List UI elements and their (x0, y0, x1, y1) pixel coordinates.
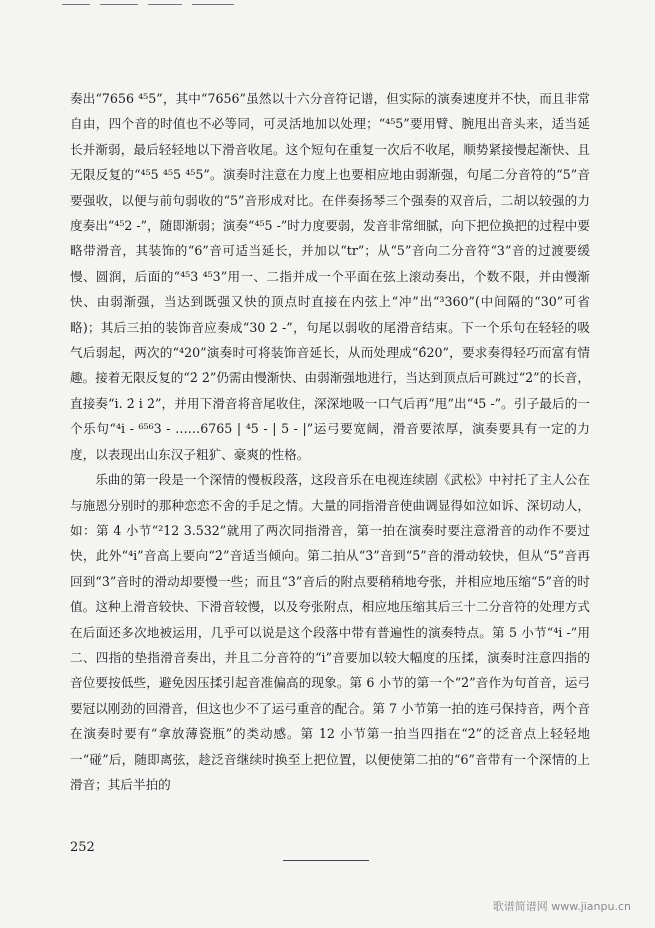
text-line: 符的“i”音要加以较大幅度的压揉，演奏时注意四指的音位要按低些，避免因压揉引起音 (70, 649, 591, 691)
text-line: 点，相应地压缩其后三十二分音符的处理方式在后面还多次地被运用，几乎可以说是这个段 (70, 599, 591, 640)
text-line: 人，如：第 4 小节“²12 3.532”就用了两次同指滑音，第一拍在演奏时要注意滑音 (70, 497, 591, 538)
text-line: 后再“甩”出“⁴5 -”。引子最后的一个乐句“⁴i - ⁶⁵⁶3 - ……6765 | ⁴5 - | 5 - |” (70, 395, 590, 437)
text-line: 强，句尾二分音符的“5”音要强收，以便与前句弱收的“5”音形成对比。在伴奏扬琴三 (70, 167, 591, 208)
text-line: 在与施恩分别时的那种恋恋不舍的手足之情。大量的同指滑音使曲调显得如泣如诉、深切动 (70, 472, 590, 513)
text-line: 的类动感。第 12 小节第一拍当四指在“2̇”的泛音点上轻轻地一“碰”后，随即离弦，趁 (70, 726, 590, 767)
text-line: 弱，发音非常细腻，向下把位换把的过程中要略带滑音，其装饰的“6”音可适当延长，并 (70, 218, 591, 259)
text-line: 而且非常自由，四个音的时值也不必等同，可灵活地加以处理；“⁴⁵5”要用臂、腕甩出音 (70, 91, 591, 132)
text-line: 要稍稍地夸张，并相应地压缩“5̇”音的时值。这种上滑音较快、下滑音较慢，以及夸张附 (70, 573, 591, 615)
text-line: 运弓要宽阔，滑音要浓厚，演奏要具有一定的力度，以表现出山东汉子粗犷、豪爽的性格。 (70, 421, 590, 462)
text-line: 接慢起渐快、且无限反复的“⁴⁵5 ⁴⁵5 ⁴⁵5”。演奏时注意在力度上也要相应地由弱渐 (70, 141, 591, 183)
text-line: 加以“tr”；从“5”音向二分音符“3”音的过渡要缓慢、圆润，后面的“⁴⁵3 ⁴⁵3” (70, 243, 590, 284)
text-line: 落中带有普遍性的演奏特点。第 5 小节“⁴i -”用二、四指的垫指滑音奏出，并且二分音 (70, 624, 591, 665)
text-line: 少不了运弓重音的配合。第 7 小节第一拍的连弓保持音，两个音在演奏时要有“拿放薄瓷瓶” (70, 700, 590, 742)
text-line: 头来，适当延长并渐弱，最后轻轻地以下滑音收尾。这个短句在重复一次后不收尾，顺势紧 (70, 116, 590, 157)
text-line: 个强奏的双音后，二胡以较强的力度奏出“⁴⁵2 -”，随即渐弱；演奏“⁴⁵5 -”时力度要 (70, 192, 591, 234)
text-line: 泛音继续时换至上把位置，以便使第二拍的“6”音带有一个深情的上滑音；其后半拍的 (70, 751, 590, 792)
text-line: 奏出“7656 ⁴⁵5”，其中“7656”虽然以十六分音符记谱，但实际的演奏速度并不快， (70, 91, 540, 106)
paragraph-intro (70, 86, 590, 467)
text-line: 用一、二指并成一个平面在弦上滚动奏出，个数不限，并由慢渐快、由弱渐强，当达到既强 (70, 268, 590, 310)
site-watermark: 歌谱简谱网 www.jianpu.cn (492, 900, 631, 913)
page-body (70, 86, 590, 797)
text-line: 而富有情趣。接着无限反复的“2̇ 2̇”仍需由慢渐快、由弱渐强地进行，当达到顶点后可 (70, 345, 590, 386)
text-line: 跳过“2̇”的长音，直接奏“i. 2̇ i 2̇”，并用下滑音将音尾收住，深深地吸一口气 (70, 370, 591, 411)
paragraph-first-section (70, 467, 590, 797)
text-line: 音的滑动较快，但从“5̇”音再回到“3̇”音时的滑动却要慢一些；而且“3̇”音后的附点 (70, 548, 590, 589)
text-line: 后弱起，两次的“⁴20”演奏时可将装饰音延长，从而处理成“6̂20”，要求奏得轻巧 (82, 345, 539, 361)
top-rule-marks (0, 0, 655, 8)
footer-rule (283, 860, 369, 861)
text-line: 乐曲的第一段是一个深情的慢板段落，这段音乐在电视连续剧《武松》中衬托了主人公 (95, 472, 578, 488)
text-line: 的动作不要过快，此外“⁴i”音高上要向“2̇”音适当倾向。第二拍从“3̇”音到“5̇” (70, 522, 590, 564)
text-line: 准偏高的现象。第 6 小节的第一个“2̇”音作为句首音，运弓要冠以刚劲的回滑音，但这也 (70, 675, 590, 716)
text-line: 装饰音应奏成“30 2 -”，句尾以弱收的尾滑音结束。下一个乐句在轻轻的吸气 (70, 319, 590, 361)
text-line: 又快的顶点时直接在内弦上“冲”出“³360”(中间隔的“30”可省略)；其后三拍的 (70, 294, 590, 335)
page-number: 252 (70, 840, 95, 855)
